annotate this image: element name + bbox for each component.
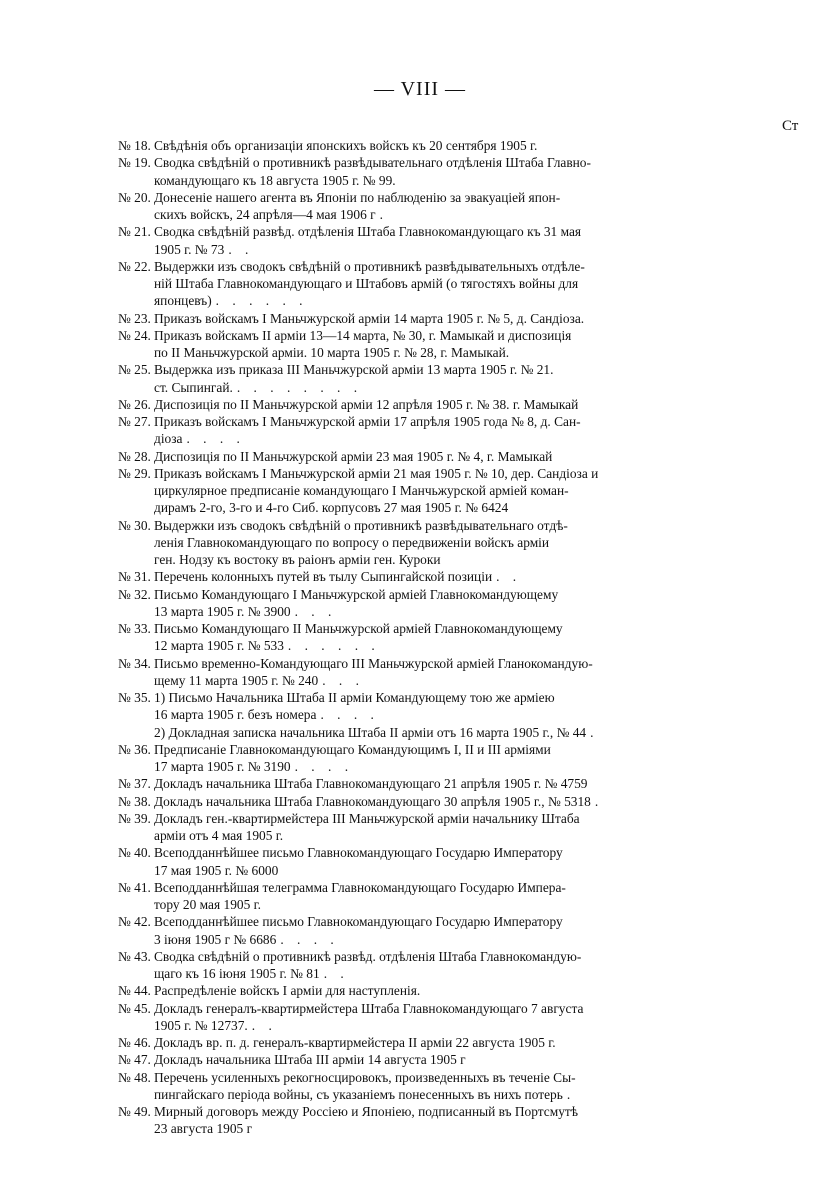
leader-dots: . bbox=[590, 724, 599, 740]
entry-line-text: Сводка свѣдѣній развѣд. отдѣленія Штаба Главнокомандующаго къ 31 мая bbox=[154, 224, 582, 240]
entry-line bbox=[154, 292, 678, 309]
list-item bbox=[118, 1103, 678, 1138]
list-item bbox=[118, 913, 678, 948]
entry-title bbox=[154, 310, 678, 327]
entry-line bbox=[154, 258, 678, 275]
entry-number: № 25. bbox=[118, 362, 151, 378]
list-item bbox=[118, 1069, 678, 1104]
entry-line bbox=[154, 879, 678, 896]
entry-title bbox=[154, 223, 678, 258]
entry-title bbox=[154, 568, 678, 585]
entry-line-text: Приказъ войскамъ I Маньчжурской арміи 17 апрѣля 1905 года № 8, д. Сан- bbox=[154, 414, 581, 429]
list-item bbox=[118, 327, 678, 362]
entry-line bbox=[154, 275, 678, 292]
entry-number: № 46. bbox=[118, 1035, 151, 1050]
entry-line bbox=[154, 327, 678, 344]
leader-dots bbox=[556, 1035, 560, 1050]
entry-number: № 32. bbox=[118, 586, 151, 602]
entry-line-text: 12 марта 1905 г. № 533 bbox=[154, 638, 284, 654]
entry-line bbox=[154, 241, 678, 258]
entry-title bbox=[154, 327, 678, 362]
entry-line-text: ній Штаба Главнокомандующаго и Штабовъ армій (о тягостяхъ войны для bbox=[154, 276, 579, 291]
entry-line-text: 3 іюня 1905 г № 6686 bbox=[154, 931, 277, 947]
entry-line-text: Всеподданнѣйшее письмо Главнокомандующаго Государю Императору bbox=[154, 845, 563, 861]
entry-line bbox=[154, 223, 678, 240]
list-item bbox=[118, 154, 678, 189]
entry-line-text: Докладъ начальника Штаба Главнокомандующаго 30 апрѣля 1905 г., № 5318 bbox=[154, 793, 591, 809]
leader-dots: . . . . . . . . bbox=[236, 379, 363, 395]
entry-line bbox=[154, 189, 678, 206]
entry-line bbox=[154, 172, 678, 189]
list-item bbox=[118, 568, 678, 585]
entry-title bbox=[154, 154, 678, 189]
entry-line bbox=[154, 413, 678, 430]
entry-line bbox=[154, 448, 678, 465]
entry-line bbox=[154, 672, 678, 689]
entry-title bbox=[154, 620, 678, 655]
entry-number: № 31. bbox=[118, 569, 151, 585]
entry-line-text: Выдержка изъ приказа III Маньчжурской арміи 13 марта 1905 г. № 21. bbox=[154, 362, 554, 378]
entry-line bbox=[154, 637, 678, 654]
entry-title bbox=[154, 741, 678, 776]
list-item bbox=[118, 982, 678, 999]
entry-line-text: Письмо Командующаго I Маньчжурской арміей Главнокомандующему bbox=[154, 586, 559, 602]
column-header: Ст bbox=[782, 118, 799, 134]
entry-line bbox=[154, 775, 678, 792]
leader-dots bbox=[441, 552, 445, 567]
list-item bbox=[118, 879, 678, 914]
list-item bbox=[118, 689, 678, 724]
entry-number: № 18. bbox=[118, 138, 151, 153]
leader-dots: . bbox=[379, 207, 388, 222]
entry-line-text: діоза bbox=[154, 431, 183, 447]
entry-number: № 47. bbox=[118, 1052, 151, 1068]
entry-title bbox=[154, 1069, 678, 1104]
entry-line-text: Всеподданнѣйшая телеграмма Главнокомандующаго Государю Импера- bbox=[154, 879, 566, 895]
entry-line-text: ст. Сыпингай. bbox=[154, 379, 233, 395]
entry-line bbox=[154, 379, 678, 396]
entry-line-text: 1905 г. № 12737. bbox=[154, 1017, 248, 1033]
entry-title bbox=[154, 810, 678, 845]
entry-line bbox=[154, 931, 678, 948]
entry-line-text: Выдержки изъ сводокъ свѣдѣній о противникѣ развѣдывательныхъ отдѣле- bbox=[154, 258, 585, 274]
list-item bbox=[118, 448, 678, 465]
entry-number: № 23. bbox=[118, 310, 151, 326]
entry-line bbox=[154, 741, 678, 758]
list-item bbox=[118, 775, 678, 792]
entry-line-text: 17 мая 1905 г. № 6000 bbox=[154, 862, 279, 878]
entry-number: № 44. bbox=[118, 983, 151, 999]
entry-title bbox=[154, 396, 678, 413]
list-item bbox=[118, 258, 678, 310]
entry-title bbox=[154, 413, 678, 448]
entry-line-text: Свѣдѣнія объ организаціи японскихъ войскъ къ 20 сентября 1905 г. bbox=[154, 138, 538, 153]
entry-line bbox=[154, 568, 678, 585]
entry-number: № 35. bbox=[118, 690, 151, 705]
entry-number: № 40. bbox=[118, 845, 151, 861]
entry-line-text: Докладъ генералъ-квартирмейстера Штаба Главнокомандующаго 7 августа bbox=[154, 1000, 584, 1016]
entry-title bbox=[154, 189, 678, 224]
entry-number: № 49. bbox=[118, 1104, 151, 1119]
list-item bbox=[118, 724, 678, 741]
entry-line bbox=[154, 1086, 678, 1103]
leader-dots bbox=[278, 863, 282, 878]
entry-title bbox=[154, 1051, 678, 1068]
entry-line-text: Диспозиція по II Маньчжурской арміи 12 апрѣля 1905 г. № 38. г. Мамыкай bbox=[154, 396, 579, 412]
list-item bbox=[118, 655, 678, 690]
entry-title bbox=[154, 1000, 678, 1035]
entry-line bbox=[154, 827, 678, 844]
entry-line-text: 17 марта 1905 г. № 3190 bbox=[154, 759, 291, 774]
entry-line bbox=[154, 344, 678, 361]
leader-dots bbox=[537, 138, 541, 153]
entry-line bbox=[154, 1051, 678, 1068]
entry-line bbox=[154, 361, 678, 378]
table-of-contents bbox=[118, 137, 678, 1138]
entry-line bbox=[154, 689, 678, 706]
entry-line bbox=[154, 810, 678, 827]
entry-title bbox=[154, 1103, 678, 1138]
entry-number: № 27. bbox=[118, 414, 151, 429]
entry-line bbox=[154, 465, 678, 482]
entry-number: № 22. bbox=[118, 258, 151, 274]
entry-line bbox=[154, 982, 678, 999]
leader-dots bbox=[509, 345, 513, 360]
entry-line bbox=[154, 1034, 678, 1051]
entry-number: № 37. bbox=[118, 776, 151, 792]
entry-number: № 45. bbox=[118, 1000, 151, 1016]
list-item bbox=[118, 361, 678, 396]
entry-line-text: ген. Нодзу къ востоку въ раіонъ арміи ген. Куроки bbox=[154, 552, 441, 567]
leader-dots: . . bbox=[323, 966, 349, 981]
entry-title bbox=[154, 948, 678, 983]
entry-line bbox=[154, 844, 678, 861]
leader-dots: . . . . . . bbox=[215, 293, 308, 309]
entry-line-text: Докладъ вр. п. д. генералъ-квартирмейстера II арміи 22 августа 1905 г. bbox=[154, 1035, 556, 1050]
page-number: — VIII — bbox=[373, 78, 467, 100]
entry-line bbox=[154, 913, 678, 930]
entry-number: № 21. bbox=[118, 224, 151, 240]
leader-dots: . . . . bbox=[320, 707, 379, 723]
entry-line-text: Докладъ начальника Штаба Главнокомандующаго 21 апрѣля 1905 г. № 4759 bbox=[154, 776, 588, 792]
entry-line-text: японцевъ) bbox=[154, 293, 212, 309]
entry-line bbox=[154, 1017, 678, 1034]
list-item bbox=[118, 810, 678, 845]
entry-line-text: Сводка свѣдѣній о противникѣ развѣд. отдѣленія Штаба Главнокомандую- bbox=[154, 948, 582, 964]
entry-line-text: 1905 г. № 73 bbox=[154, 241, 225, 257]
entry-title bbox=[154, 844, 678, 879]
leader-dots bbox=[261, 897, 265, 912]
leader-dots bbox=[283, 828, 287, 843]
entry-line bbox=[154, 603, 678, 620]
leader-dots: . . . . bbox=[280, 931, 339, 947]
list-item bbox=[118, 1034, 678, 1051]
entry-line-text: Перечень колонныхъ путей въ тылу Сыпингайской позиціи bbox=[154, 569, 493, 585]
entry-number: № 30. bbox=[118, 517, 151, 533]
entry-line bbox=[154, 310, 678, 327]
entry-line-text: Диспозиція по II Маньчжурской арміи 23 мая 1905 г. № 4, г. Мамыкай bbox=[154, 448, 553, 464]
list-item bbox=[118, 620, 678, 655]
leader-dots: . bbox=[566, 1086, 576, 1102]
list-item bbox=[118, 396, 678, 413]
entry-line-text: Сводка свѣдѣній о противникѣ развѣдывательнаго отдѣленія Штаба Главно- bbox=[154, 155, 591, 171]
leader-dots: . . bbox=[496, 569, 522, 585]
list-item bbox=[118, 310, 678, 327]
entry-line-text: ленія Главнокомандующаго по вопросу о передвиженіи войскъ арміи bbox=[154, 534, 550, 550]
entry-line-text: щему 11 марта 1905 г. № 240 bbox=[154, 672, 319, 688]
entry-line-text: щаго къ 16 іюня 1905 г. № 81 bbox=[154, 966, 320, 981]
list-item bbox=[118, 1000, 678, 1035]
entry-line-text: скихъ войскъ, 24 апрѣля—4 мая 1906 г bbox=[154, 207, 376, 222]
list-item bbox=[118, 586, 678, 621]
leader-dots bbox=[252, 1121, 256, 1136]
entry-number: № 48. bbox=[118, 1069, 151, 1085]
entry-line-text: 13 марта 1905 г. № 3900 bbox=[154, 603, 291, 619]
entry-line bbox=[154, 499, 678, 516]
leader-dots: . bbox=[594, 793, 604, 809]
entry-line bbox=[154, 154, 678, 171]
entry-number: № 41. bbox=[118, 879, 151, 895]
entry-number: № 20. bbox=[118, 189, 151, 205]
entry-line bbox=[154, 896, 678, 913]
entry-title bbox=[154, 137, 678, 154]
list-item bbox=[118, 1051, 678, 1068]
entry-line bbox=[154, 551, 678, 568]
entry-title bbox=[154, 655, 678, 690]
entry-line bbox=[154, 517, 678, 534]
leader-dots bbox=[420, 983, 424, 998]
entry-line-text: Донесеніе нашего агента въ Японіи по наблюденію за эвакуаціей япон- bbox=[154, 189, 561, 205]
entry-line-text: Всеподданнѣйшее письмо Главнокомандующаго Государю Императору bbox=[154, 914, 563, 930]
leader-dots bbox=[584, 311, 588, 326]
entry-line-text: Приказъ войскамъ II арміи 13—14 марта, № 30, г. Мамыкай и диспозиція bbox=[154, 327, 572, 343]
entry-number: № 42. bbox=[118, 914, 151, 930]
entry-line-text: 2) Докладная записка начальника Штаба II арміи отъ 16 марта 1905 г., № 44 bbox=[154, 724, 587, 740]
leader-dots: . . . . bbox=[186, 431, 245, 447]
entry-title bbox=[154, 586, 678, 621]
entry-line-text: командующаго къ 18 августа 1905 г. № 99. bbox=[154, 172, 396, 188]
leader-dots: . . bbox=[251, 1017, 277, 1033]
entry-line bbox=[154, 965, 678, 982]
entry-title bbox=[154, 361, 678, 396]
entry-line-text: Предписаніе Главнокомандующаго Командующимъ I, II и III арміями bbox=[154, 741, 551, 757]
entry-number: № 39. bbox=[118, 810, 151, 826]
entry-number: № 43. bbox=[118, 948, 151, 964]
entry-number: № 19. bbox=[118, 155, 151, 171]
leader-dots: . . . bbox=[294, 603, 337, 619]
entry-number: № 36. bbox=[118, 741, 151, 757]
list-item bbox=[118, 189, 678, 224]
entry-line-text: Приказъ войскамъ I Маньчжурской арміи 14 марта 1905 г. № 5, д. Сандіоза. bbox=[154, 310, 585, 326]
entry-line-text: Письмо Командующаго II Маньчжурской арміей Главнокомандующему bbox=[154, 621, 563, 636]
list-item bbox=[118, 793, 678, 810]
entry-title bbox=[154, 517, 678, 569]
leader-dots: . . bbox=[228, 241, 254, 257]
entry-title bbox=[154, 879, 678, 914]
entry-line bbox=[154, 430, 678, 447]
leader-dots: . . . . bbox=[294, 759, 354, 774]
entry-line-text: Распредѣленіе войскъ I арміи для наступленія. bbox=[154, 983, 421, 999]
entry-line bbox=[154, 706, 678, 723]
entry-title bbox=[154, 793, 678, 810]
entry-title bbox=[154, 775, 678, 792]
entry-line bbox=[154, 948, 678, 965]
entry-line-text: дирамъ 2-го, 3-го и 4-го Сиб. корпусовъ 27 мая 1905 г. № 6424 bbox=[154, 500, 509, 516]
entry-number: № 28. bbox=[118, 448, 151, 464]
entry-title bbox=[154, 913, 678, 948]
entry-line bbox=[154, 1103, 678, 1120]
list-item bbox=[118, 223, 678, 258]
leader-dots bbox=[396, 173, 400, 188]
list-item bbox=[118, 741, 678, 776]
list-item bbox=[118, 948, 678, 983]
entry-line bbox=[154, 396, 678, 413]
entry-line bbox=[154, 620, 678, 637]
entry-line-text: 16 марта 1905 г. безъ номера bbox=[154, 707, 317, 723]
list-item bbox=[118, 413, 678, 448]
list-item bbox=[118, 844, 678, 879]
entry-title bbox=[154, 689, 678, 724]
entry-number: № 38. bbox=[118, 793, 151, 809]
entry-line bbox=[154, 1069, 678, 1086]
leader-dots bbox=[588, 776, 592, 791]
entry-title bbox=[154, 465, 678, 517]
leader-dots bbox=[552, 449, 556, 464]
entry-line bbox=[154, 1000, 678, 1017]
entry-line bbox=[154, 534, 678, 551]
entry-line-text: Перечень усиленныхъ рекогносцировокъ, произведенныхъ въ теченіе Сы- bbox=[154, 1069, 576, 1085]
entry-line-text: 23 августа 1905 г bbox=[154, 1121, 253, 1137]
entry-line-text: циркулярное предписаніе командующаго I Манчьжурской арміей коман- bbox=[154, 483, 569, 498]
leader-dots bbox=[466, 1052, 470, 1067]
entry-line bbox=[154, 655, 678, 672]
entry-line-text: Приказъ войскамъ I Маньчжурской арміи 21 мая 1905 г. № 10, дер. Сандіоза и bbox=[154, 465, 599, 481]
entry-line-text: пингайскаго періода войны, съ указаніемъ понесенныхъ въ нихъ потерь bbox=[154, 1086, 563, 1102]
entry-line bbox=[154, 793, 678, 810]
entry-number: № 24. bbox=[118, 327, 151, 343]
entry-line bbox=[154, 724, 678, 741]
leader-dots: . . . . . . bbox=[287, 638, 380, 654]
entry-line-text: Докладъ начальника Штаба III арміи 14 августа 1905 г bbox=[154, 1052, 466, 1068]
entry-line bbox=[154, 586, 678, 603]
entry-line-text: тору 20 мая 1905 г. bbox=[154, 897, 261, 912]
leader-dots bbox=[578, 397, 582, 412]
entry-line-text: Выдержки изъ сводокъ свѣдѣній о противникѣ развѣдывательнаго отдѣ- bbox=[154, 517, 568, 533]
entry-number: № 26. bbox=[118, 396, 151, 412]
entry-line-text: арміи отъ 4 мая 1905 г. bbox=[154, 828, 284, 843]
entry-line bbox=[154, 1120, 678, 1137]
entry-number: № 29. bbox=[118, 465, 151, 481]
entry-line bbox=[154, 482, 678, 499]
entry-title bbox=[154, 1034, 678, 1051]
entry-line-text: Докладъ ген.-квартирмейстера III Маньчжурской арміи начальнику Штаба bbox=[154, 810, 580, 826]
list-item bbox=[118, 465, 678, 517]
entry-title bbox=[154, 258, 678, 310]
entry-line bbox=[154, 862, 678, 879]
entry-line bbox=[154, 758, 678, 775]
entry-line-text: Письмо временно-Командующаго III Маньчжурской арміей Гланокомандую- bbox=[154, 655, 593, 671]
entry-title bbox=[154, 448, 678, 465]
list-item bbox=[118, 517, 678, 569]
entry-number: № 33. bbox=[118, 621, 151, 636]
entry-title bbox=[154, 724, 678, 741]
entry-line-text: по II Маньчжурской арміи. 10 марта 1905 г. № 28, г. Мамыкай. bbox=[154, 345, 510, 360]
leader-dots bbox=[508, 500, 512, 515]
entry-line bbox=[154, 206, 678, 223]
entry-line bbox=[154, 137, 678, 154]
entry-number: № 34. bbox=[118, 655, 151, 671]
list-item bbox=[118, 137, 678, 154]
entry-line-text: Мирный договоръ между Россіею и Японіею, подписанный въ Портсмутѣ bbox=[154, 1104, 579, 1119]
leader-dots: . . . bbox=[322, 672, 364, 688]
entry-line-text: 1) Письмо Начальника Штаба II арміи Командующему тою же арміею bbox=[154, 690, 555, 705]
entry-title bbox=[154, 982, 678, 999]
